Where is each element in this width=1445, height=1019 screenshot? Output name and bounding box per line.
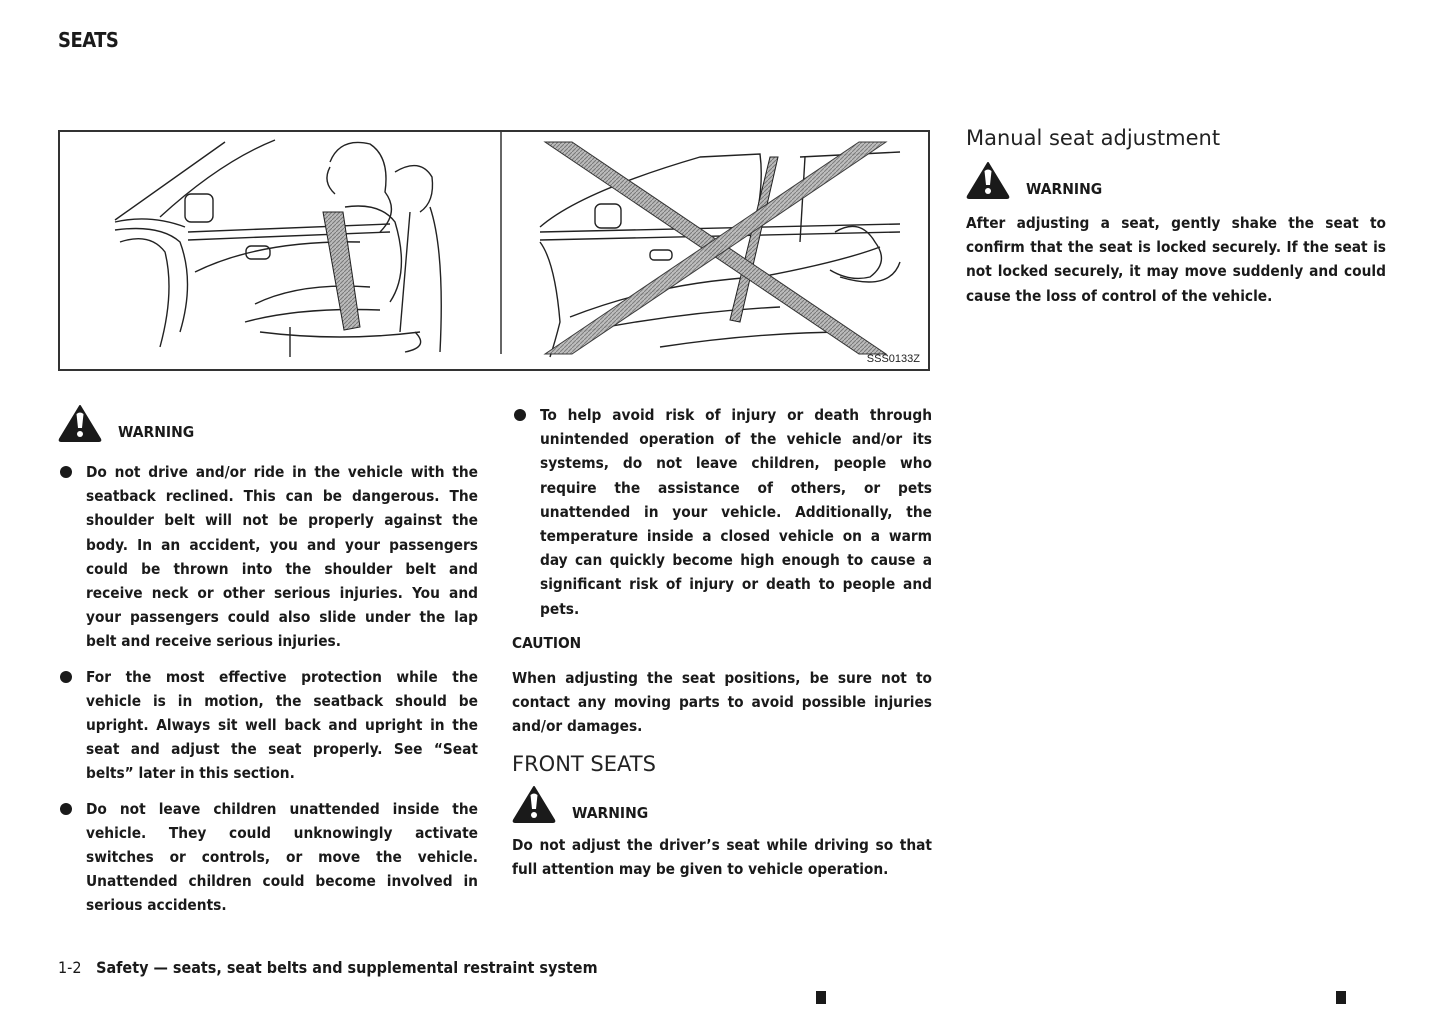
crop-mark (1336, 991, 1346, 1004)
figure-code: SSS0133Z (866, 353, 920, 365)
shoulder-belt-upright (323, 212, 360, 330)
list-item: Do not drive and/or ride in the vehicle with the seatback reclined. This can be dangerous. The shoulder belt will not be properly against the body. In an accident, you and your passengers could be thrown into the shoulder belt and receive neck or other serious injuries. You and your passengers could also slide under the lap belt and receive serious injuries. (58, 460, 478, 654)
prohibited-x-mark (545, 142, 886, 354)
list-item: To help avoid risk of injury or death through unintended operation of the vehicle and/or its systems, do not leave children, people who require the assistance of others, or pets unattended in your vehicle. Additionally, the temperature inside a closed vehicle on a warm day can quickly become high enough to cause a significant risk of injury or death to people and pets. (512, 403, 932, 621)
caution-label: CAUTION (512, 633, 582, 652)
warning-triangle-icon (58, 404, 102, 442)
warning-block-header (58, 400, 478, 442)
warning-list (58, 460, 478, 918)
section-header: SEATS (58, 28, 119, 52)
left-column (58, 400, 478, 929)
upright-seating-drawing (115, 140, 441, 357)
middle-column (512, 403, 932, 881)
seat-posture-illustration (58, 130, 930, 371)
warning-triangle-icon (512, 785, 556, 823)
manual-seat-adjustment-heading: Manual seat adjustment (966, 126, 1221, 150)
front-seats-heading: FRONT SEATS (512, 751, 656, 776)
caution-text: When adjusting the seat positions, be sure not to contact any moving parts to avoid possible injuries and/or damages. (512, 669, 932, 736)
warning-text: After adjusting a seat, gently shake the seat to confirm that the seat is locked securely. If the seat is not locked securely, it may move suddenly and could cause the loss of control of the vehicle. (966, 214, 1386, 305)
warning-text: Do not adjust the driver’s seat while driving so that full attention may be given to vehicle operation. (512, 835, 932, 878)
crop-mark (816, 991, 826, 1004)
warning-block-header (512, 781, 932, 823)
warning-list-continued (512, 403, 932, 621)
illustration-drawing (60, 132, 928, 369)
warning-label: WARNING (118, 423, 195, 441)
warning-triangle-icon (966, 161, 1010, 199)
right-column (966, 125, 1386, 308)
list-item: For the most effective protection while the vehicle is in motion, the seatback should be upright. Always sit well back and upright in the seat and adjust the seat properly. See “Seat belts” later in this section. (58, 665, 478, 786)
warning-block-header (966, 157, 1386, 199)
page-footer (58, 958, 598, 977)
warning-label: WARNING (572, 803, 649, 822)
warning-label: WARNING (1026, 180, 1103, 198)
page-number: 1-2 (58, 958, 82, 977)
list-item: Do not leave children unattended inside the vehicle. They could unknowingly activate switches or controls, or move the vehicle. Unattended children could become involved in serious accidents. (58, 797, 478, 918)
chapter-title: Safety — seats, seat belts and supplemental restraint system (96, 958, 598, 977)
